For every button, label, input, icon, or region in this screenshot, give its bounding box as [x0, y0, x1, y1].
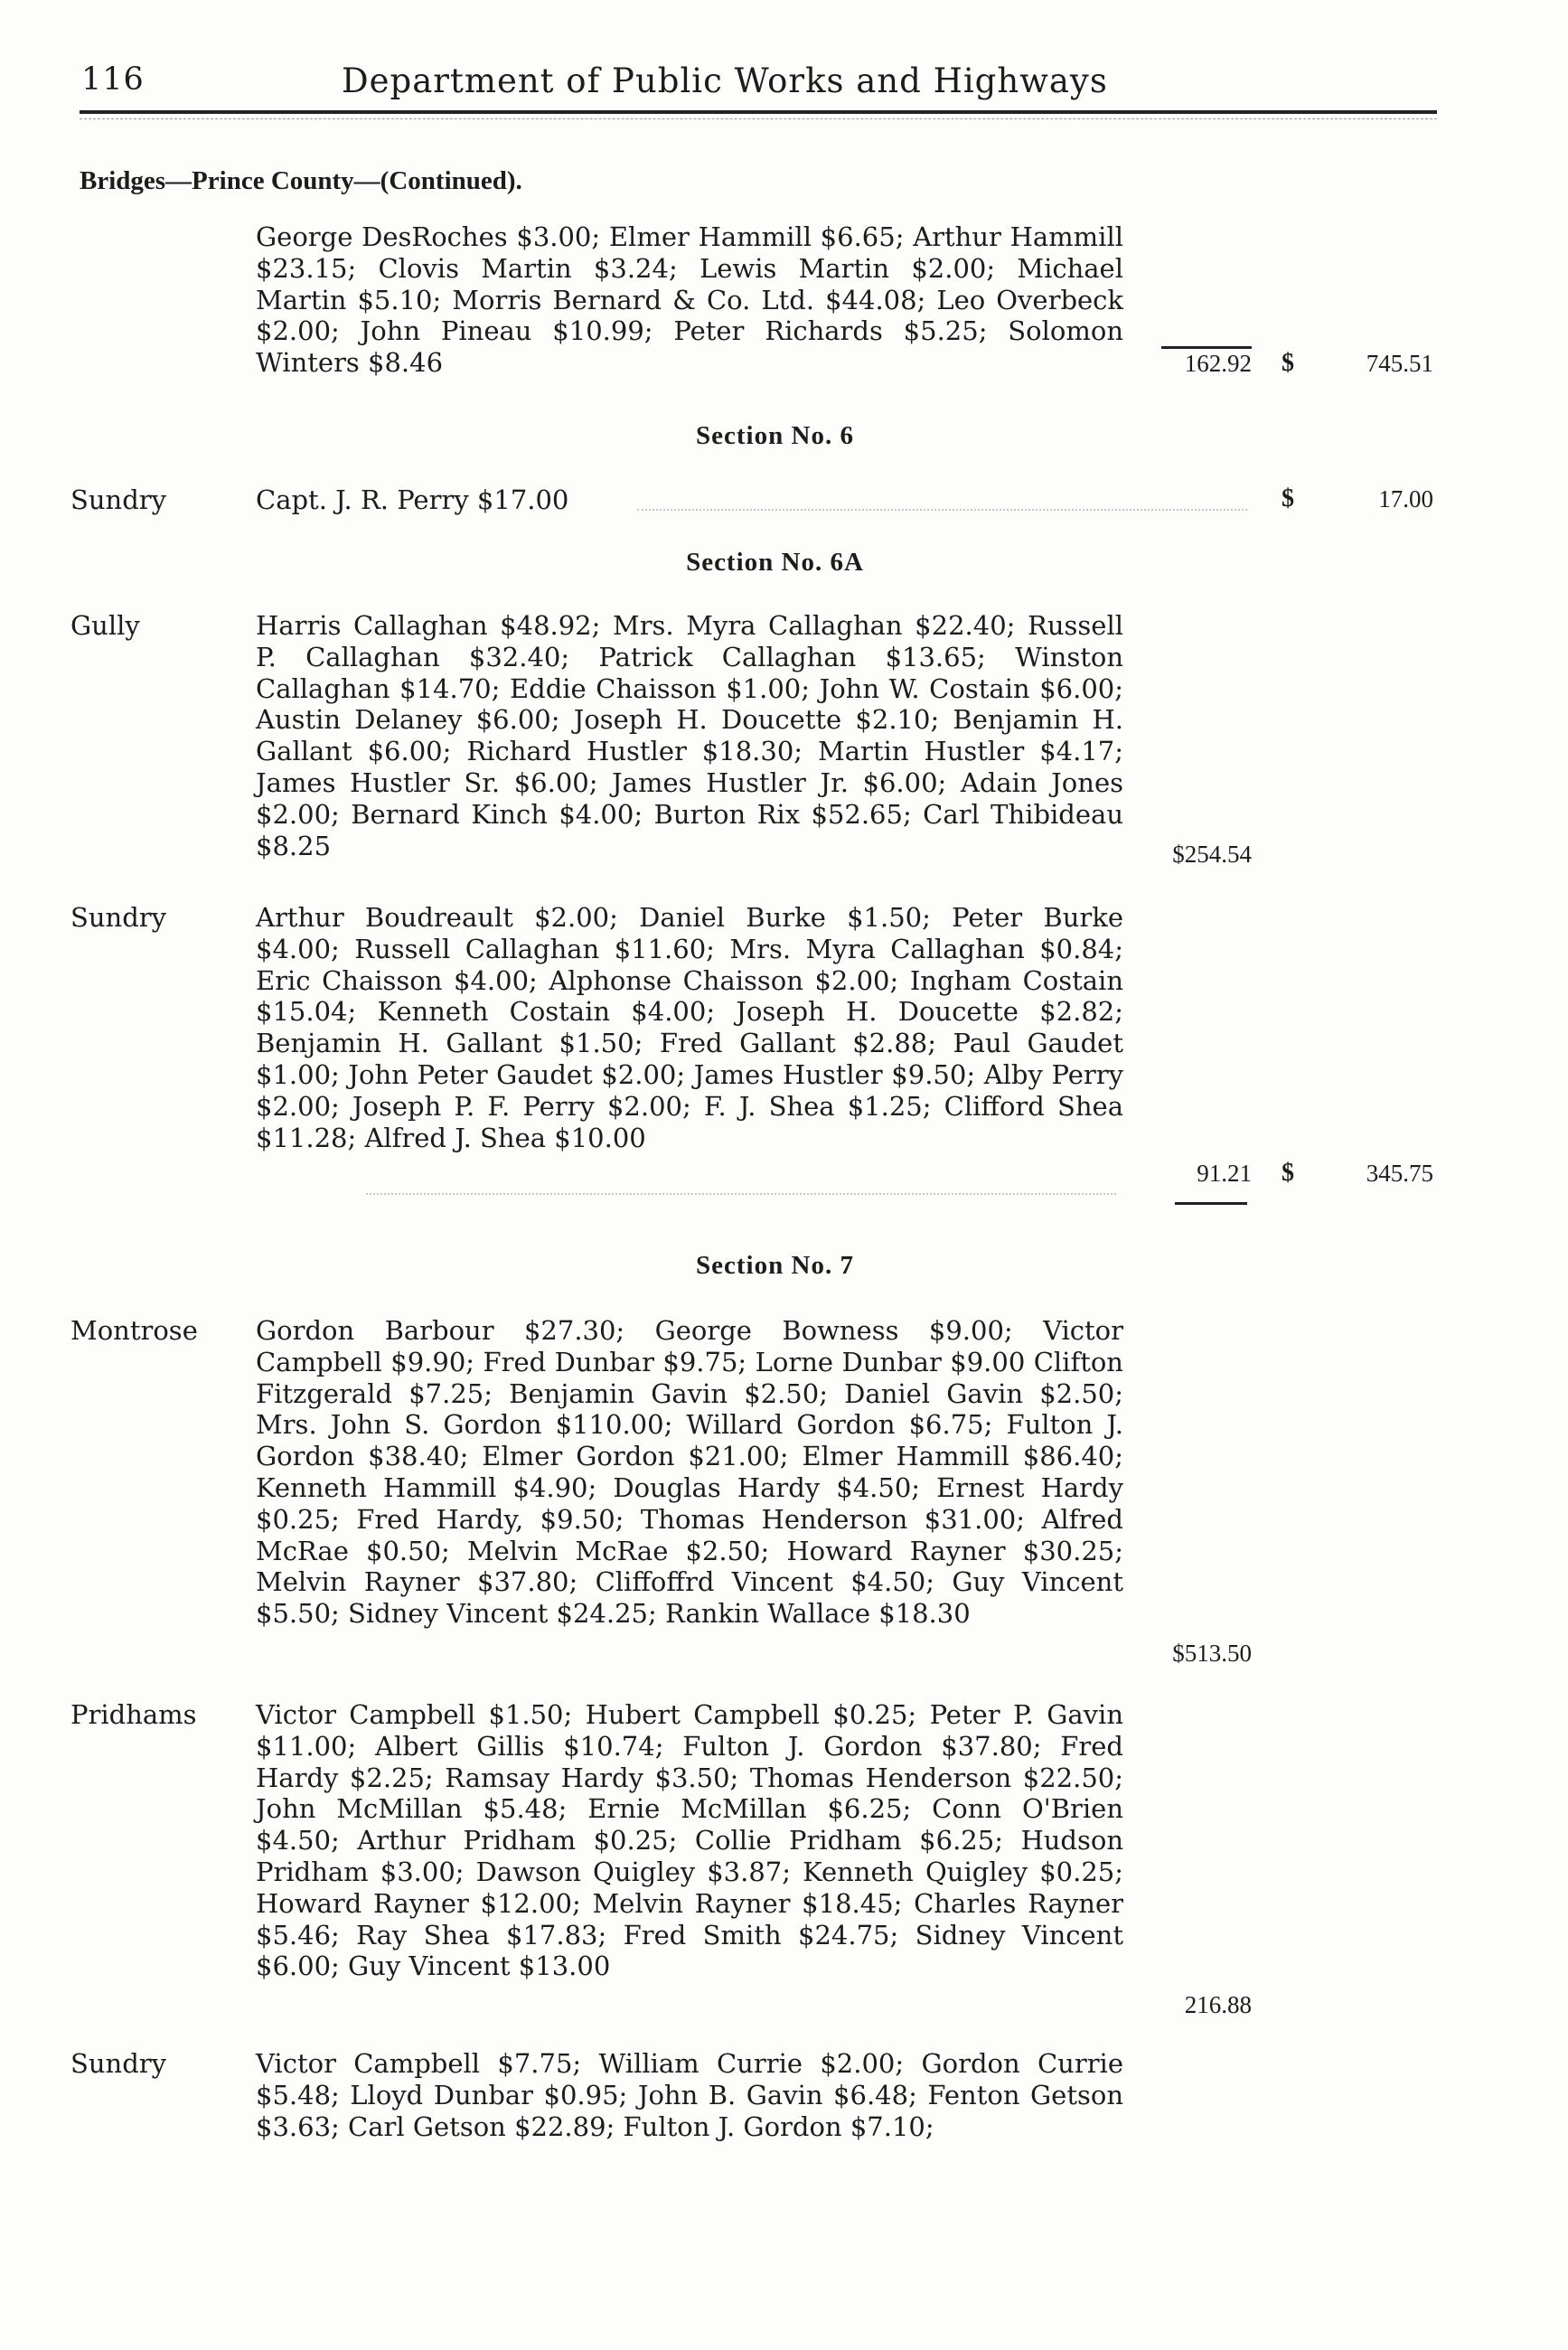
- location-label: Sundry: [70, 2048, 167, 2079]
- dot-leader: [637, 509, 1247, 511]
- total-sundry-6a: 345.75: [1366, 1160, 1433, 1187]
- entry-sundry-7: Victor Campbell $7.75; William Currie $2.00; Gordon Currie $5.48; Lloyd Dunbar $0.95; John B. Gavin $6.48; Fenton Getson $3.63; Carl Getson $22.89; Fulton J. Gordon $7.10;: [256, 2048, 1123, 2142]
- section-title-6: Section No. 6: [696, 421, 854, 450]
- dot-leader: [366, 1193, 1116, 1195]
- location-label: Montrose: [70, 1315, 198, 1346]
- entry-gully: Harris Callaghan $48.92; Mrs. Myra Callaghan $22.40; Russell P. Callaghan $32.40; Patrick Callaghan $13.65; Winston Callaghan $14.70; Eddie Chaisson $1.00; John W. Costain $6.00; Austin Delaney $6.00; Joseph H. Doucette $2.10; Benjamin H. Gallant $6.00; Richard Hustler $18.30; Martin Hustler $4.17; James Hustler Sr. $6.00; James Hustler Jr. $6.00; Adain Jones $2.00; Bernard Kinch $4.00; Burton Rix $52.65; Carl Thibideau $8.25: [256, 610, 1123, 861]
- location-label: Sundry: [70, 902, 167, 933]
- subtotal-pridhams: 216.88: [1184, 1991, 1252, 2018]
- location-label: Sundry: [70, 484, 167, 515]
- subtotal-sundry-6a: 91.21: [1197, 1160, 1252, 1187]
- entry-sundry-6: Capt. J. R. Perry $17.00: [256, 484, 569, 515]
- subtotal-gully: $254.54: [1172, 841, 1252, 868]
- entry-pridhams: Victor Campbell $1.50; Hubert Campbell $0.25; Peter P. Gavin $11.00; Albert Gillis $10.74; Fulton J. Gordon $37.80; Fred Hardy $2.25; Ramsay Hardy $3.50; Thomas Henderson $22.50; John McMillan $5.48; Ernie McMillan $6.25; Conn O'Brien $4.50; Arthur Pridham $0.25; Collie Pridham $6.25; Hudson Pridham $3.00; Dawson Quigley $3.87; Kenneth Quigley $0.25; Howard Rayner $12.00; Melvin Rayner $18.45; Charles Rayner $5.46; Ray Shea $17.83; Fred Smith $24.75; Sidney Vincent $6.00; Guy Vincent $13.00: [256, 1699, 1123, 1982]
- amount-underline: [1175, 1202, 1247, 1205]
- running-title: Department of Public Works and Highways: [342, 61, 1108, 100]
- section-title-6a: Section No. 6A: [686, 548, 864, 577]
- subtotal-montrose: $513.50: [1172, 1640, 1252, 1667]
- section-title-7: Section No. 7: [696, 1251, 854, 1280]
- dollar-sign: $: [1282, 1159, 1294, 1187]
- header-rule: [80, 110, 1437, 114]
- header-subrule: [80, 118, 1437, 119]
- entry-montrose: Gordon Barbour $27.30; George Bowness $9.00; Victor Campbell $9.90; Fred Dunbar $9.75; Lorne Dunbar $9.00 Clifton Fitzgerald $7.25; Benjamin Gavin $2.50; Daniel Gavin $2.50; Mrs. John S. Gordon $110.00; Willard Gordon $6.75; Fulton J. Gordon $38.40; Elmer Gordon $21.00; Elmer Hammill $86.40; Kenneth Hammill $4.90; Douglas Hardy $4.50; Ernest Hardy $0.25; Fred Hardy, $9.50; Thomas Henderson $31.00; Alfred McRae $0.50; Melvin McRae $2.50; Howard Rayner $30.25; Melvin Rayner $37.80; Cliffoffrd Vincent $4.50; Guy Vincent $5.50; Sidney Vincent $24.25; Rankin Wallace $18.30: [256, 1315, 1123, 1630]
- entry-sundry-6a: Arthur Boudreault $2.00; Daniel Burke $1.50; Peter Burke $4.00; Russell Callaghan $11.60; Mrs. Myra Callaghan $0.84; Eric Chaisson $4.00; Alphonse Chaisson $2.00; Ingham Costain $15.04; Kenneth Costain $4.00; Joseph H. Doucette $2.82; Benjamin H. Gallant $1.50; Fred Gallant $2.88; Paul Gaudet $1.00; John Peter Gaudet $2.00; James Hustler $9.50; Alby Perry $2.00; Joseph P. F. Perry $2.00; F. J. Shea $1.25; Clifford Shea $11.28; Alfred J. Shea $10.00: [256, 902, 1123, 1153]
- entry-continued: George DesRoches $3.00; Elmer Hammill $6.65; Arthur Hammill $23.15; Clovis Martin $3.24; Lewis Martin $2.00; Michael Martin $5.10; Morris Bernard & Co. Ltd. $44.08; Leo Overbeck $2.00; John Pineau $10.99; Peter Richards $5.25; Solomon Winters $8.46: [256, 221, 1123, 379]
- total-continued: 745.51: [1366, 350, 1433, 377]
- location-label: Gully: [70, 610, 140, 641]
- dollar-sign: $: [1282, 349, 1294, 377]
- amount-underline: [1161, 346, 1252, 349]
- section-heading: Bridges—Prince County—(Continued).: [80, 166, 522, 195]
- total-sundry-6: 17.00: [1378, 485, 1433, 512]
- page-number: 116: [81, 61, 145, 98]
- location-label: Pridhams: [70, 1699, 197, 1730]
- dollar-sign: $: [1282, 484, 1294, 512]
- subtotal-continued: 162.92: [1184, 350, 1252, 377]
